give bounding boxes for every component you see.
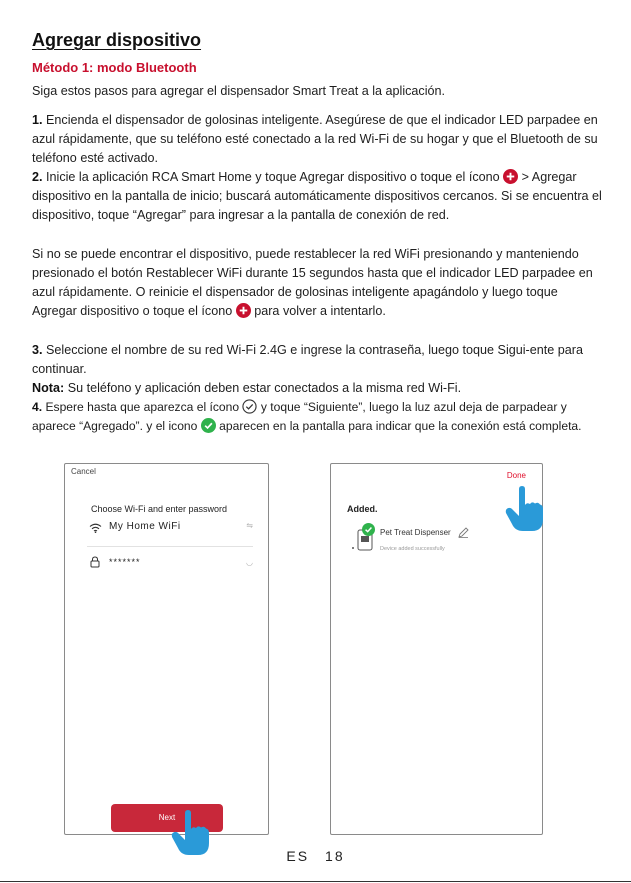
footer-language: ES bbox=[286, 848, 310, 864]
step-4-number: 4. bbox=[32, 400, 43, 414]
wifi-icon bbox=[89, 523, 102, 533]
add-circle-icon bbox=[503, 169, 518, 184]
added-label: Added. bbox=[347, 504, 378, 514]
note-label: Nota: bbox=[32, 381, 65, 395]
step-3-text: Seleccione el nombre de su red Wi-Fi 2.4G e ingrese la contraseña, luego toque Sigui-ente para continuar. bbox=[32, 343, 583, 376]
check-outline-icon bbox=[242, 399, 257, 414]
wifi-network-field[interactable] bbox=[87, 521, 253, 537]
page-title: Agregar dispositivo bbox=[32, 30, 202, 50]
device-name: Pet Treat Dispenser bbox=[380, 528, 451, 537]
step-4-text-b: y toque “Siguiente”, luego la luz azul deja de parpadear y aparece “Agregado”. y el icono bbox=[32, 400, 567, 433]
wifi-ssid: My Home WiFi bbox=[109, 521, 181, 532]
tap-hand-icon bbox=[505, 486, 545, 532]
done-link[interactable]: Done bbox=[506, 471, 526, 480]
edit-icon[interactable] bbox=[458, 527, 469, 538]
page-footer bbox=[0, 848, 631, 864]
step-1-text: Encienda el dispensador de golosinas inteligente. Asegúrese de que el indicador LED parpadee en azul rápidamente, que su teléfono esté conectado a la red Wi-Fi de su hogar y que el Bluetooth de su teléfono esté activado. bbox=[32, 113, 598, 165]
method-heading: Método 1: modo Bluetooth bbox=[32, 60, 197, 75]
lock-icon bbox=[90, 556, 100, 568]
steps-block-2 bbox=[32, 341, 604, 436]
note bbox=[32, 379, 604, 398]
intro-text: Siga estos pasos para agregar el dispensador Smart Treat a la aplicación. bbox=[32, 84, 446, 98]
hidden-eye-icon[interactable]: ◡ bbox=[246, 558, 253, 567]
swap-network-icon[interactable]: ⇋ bbox=[246, 521, 253, 530]
step-2-text-a: Inicie la aplicación RCA Smart Home y toque Agregar dispositivo o toque el ícono bbox=[46, 170, 500, 184]
step-4-text-a: Espere hasta que aparezca el ícono bbox=[45, 400, 240, 414]
step-2-number: 2. bbox=[32, 170, 43, 184]
intro-paragraph bbox=[32, 82, 604, 101]
step-1 bbox=[32, 111, 604, 168]
step-1-number: 1. bbox=[32, 113, 43, 127]
check-filled-icon bbox=[201, 418, 216, 433]
device-added-screen bbox=[330, 463, 543, 835]
check-filled-icon bbox=[362, 523, 375, 536]
step-4 bbox=[32, 398, 604, 436]
add-circle-icon bbox=[236, 303, 251, 318]
step-2 bbox=[32, 168, 604, 225]
bottom-rule bbox=[0, 881, 631, 882]
step-3-number: 3. bbox=[32, 343, 43, 357]
footer-page-number: 18 bbox=[325, 848, 345, 864]
reset-text-b: para volver a intentarlo. bbox=[254, 304, 386, 318]
cancel-link[interactable]: Cancel bbox=[71, 467, 96, 476]
note-text: Su teléfono y aplicación deben estar conectados a la misma red Wi-Fi. bbox=[67, 381, 462, 395]
device-status: Device added successfully bbox=[380, 546, 445, 552]
field-divider bbox=[87, 546, 253, 547]
next-button[interactable]: Next bbox=[111, 804, 223, 832]
step-3 bbox=[32, 341, 604, 379]
step-4-text-c: aparecen en la pantalla para indicar que la conexión está completa. bbox=[219, 419, 582, 433]
password-value: ******* bbox=[109, 557, 141, 567]
reset-text-a: Si no se puede encontrar el dispositivo, puede restablecer la red WiFi presionando y manteniendo presionado el botón Restablecer WiFi durante 15 segundos hasta que el indicador LED parpadee en azul rápidamente. O reinicie el dispensador de golosinas inteligente apagándolo y luego toque Agregar dispositivo o toque el ícono bbox=[32, 247, 593, 318]
reset-paragraph bbox=[32, 245, 604, 321]
step-2-text-b: > Agregar dispositivo en la pantalla de inicio; buscará automáticamente dispositivos cercanos. Si se encuentra el dispositivo, toque “Agregar” para ingresar a la pantalla de conexión de red. bbox=[32, 170, 602, 222]
wifi-setup-screen bbox=[64, 463, 269, 835]
steps-block bbox=[32, 111, 604, 225]
wifi-screen-heading: Choose Wi-Fi and enter password bbox=[91, 504, 228, 514]
password-field[interactable] bbox=[87, 556, 253, 572]
